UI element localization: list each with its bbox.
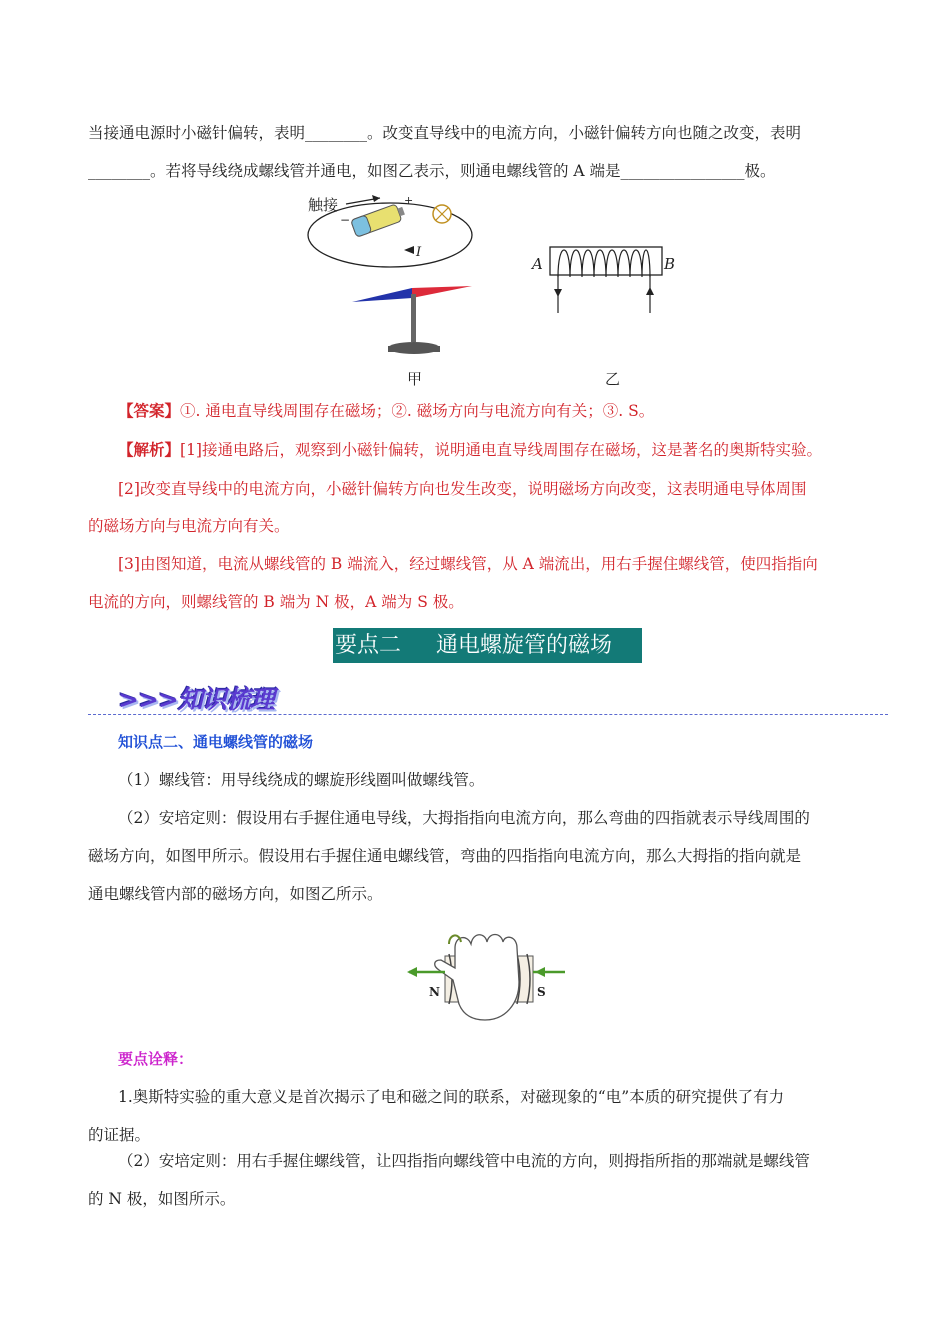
section-title-part2: 通电螺旋管的磁场 (436, 633, 613, 658)
banner-divider (88, 714, 888, 715)
analysis-p2-line-2: 的磁场方向与电流方向有关。 (88, 517, 290, 535)
question-line-2: ________。若将导线绕成螺线管并通电，如图乙表示，则通电螺线管的 A 端是________________极。 (88, 162, 776, 180)
answer-text: ①. 通电直导线周围存在磁场；②. 磁场方向与电流方向有关；③. S。 (180, 402, 655, 420)
solenoid-end-b: B (664, 255, 676, 273)
figure-caption-jia: 甲 (407, 370, 423, 388)
analysis-p2-line-1: [2]改变直导线中的电流方向，小磁针偏转方向也发生改变，说明磁场方向改变，这表明通电导体周围 (118, 480, 807, 498)
knowledge-item-2-line-1: （2）安培定则：假设用右手握住通电导线，大拇指指向电流方向，那么弯曲的四指就表示导线周围的 (118, 809, 810, 827)
answer-line (118, 400, 654, 422)
plus-sign: + (404, 194, 414, 207)
answer-tag: 【答案】 (118, 401, 181, 420)
knowledge-item-2-line-2: 磁场方向，如图甲所示。假设用右手握住通电螺线管，弯曲的四指指向电流方向，那么大拇指的指向就是 (88, 847, 802, 865)
current-label: I (416, 245, 422, 260)
note-1-line-2: 的证据。 (88, 1126, 151, 1144)
notes-heading: 要点诠释： (118, 1050, 194, 1068)
knowledge-item-2-line-3: 通电螺线管内部的磁场方向，如图乙所示。 (88, 885, 383, 903)
analysis-tag: 【解析】 (118, 440, 181, 459)
south-pole-label: S (537, 985, 546, 999)
touch-arrowhead (372, 195, 380, 202)
note-2-line-1: （2）安培定则：用右手握住螺线管，让四指指向螺线管中电流的方向，则拇指所指的那端就是螺线管 (118, 1152, 810, 1170)
battery-icon (351, 202, 407, 237)
south-arrow-icon (533, 967, 565, 977)
question-line-1: 当接通电源时小磁针偏转，表明________。改变直导线中的电流方向，小磁针偏转方向也随之改变，表明 (88, 124, 802, 142)
knowledge-banner: >>>知识梳理 (118, 685, 274, 714)
analysis-p1: [1]接通电路后，观察到小磁针偏转，说明通电直导线周围存在磁场，这是著名的奥斯特实验。 (180, 441, 822, 459)
solenoid-coil (558, 250, 650, 277)
oersted-experiment-figure (300, 190, 480, 365)
current-arrow (404, 246, 414, 254)
figure-caption-yi: 乙 (605, 370, 621, 388)
lead-left-arrow (554, 289, 562, 297)
solenoid-figure (530, 235, 690, 320)
north-pole-label: N (429, 985, 440, 999)
minus-sign: − (340, 213, 351, 227)
lead-right-arrow (646, 287, 654, 295)
solenoid-end-a: A (532, 255, 543, 273)
knowledge-heading: 知识点二、通电螺线管的磁场 (118, 733, 314, 751)
right-hand-rule-figure (405, 928, 570, 1028)
touch-label: 触接 (308, 196, 339, 214)
analysis-p3-line-1: [3]由图知道，电流从螺线管的 B 端流入，经过螺线管，从 A 端流出，用右手握住螺线管，使四指指向 (118, 555, 818, 573)
analysis-p3-line-2: 电流的方向，则螺线管的 B 端为 N 极，A 端为 S 极。 (88, 593, 464, 611)
lamp-icon (433, 205, 451, 223)
knowledge-item-1: （1）螺线管：用导线绕成的螺旋形线圈叫做螺线管。 (118, 771, 485, 789)
section-title-part1: 要点二 (335, 633, 402, 658)
note-1-line-1: 1.奥斯特实验的重大意义是首次揭示了电和磁之间的联系，对磁现象的“电”本质的研究提供了有力 (118, 1088, 785, 1106)
analysis-line-1 (118, 439, 822, 461)
section-title (333, 628, 642, 663)
note-2-line-2: 的 N 极，如图所示。 (88, 1190, 236, 1208)
compass-needle-icon (352, 286, 472, 354)
